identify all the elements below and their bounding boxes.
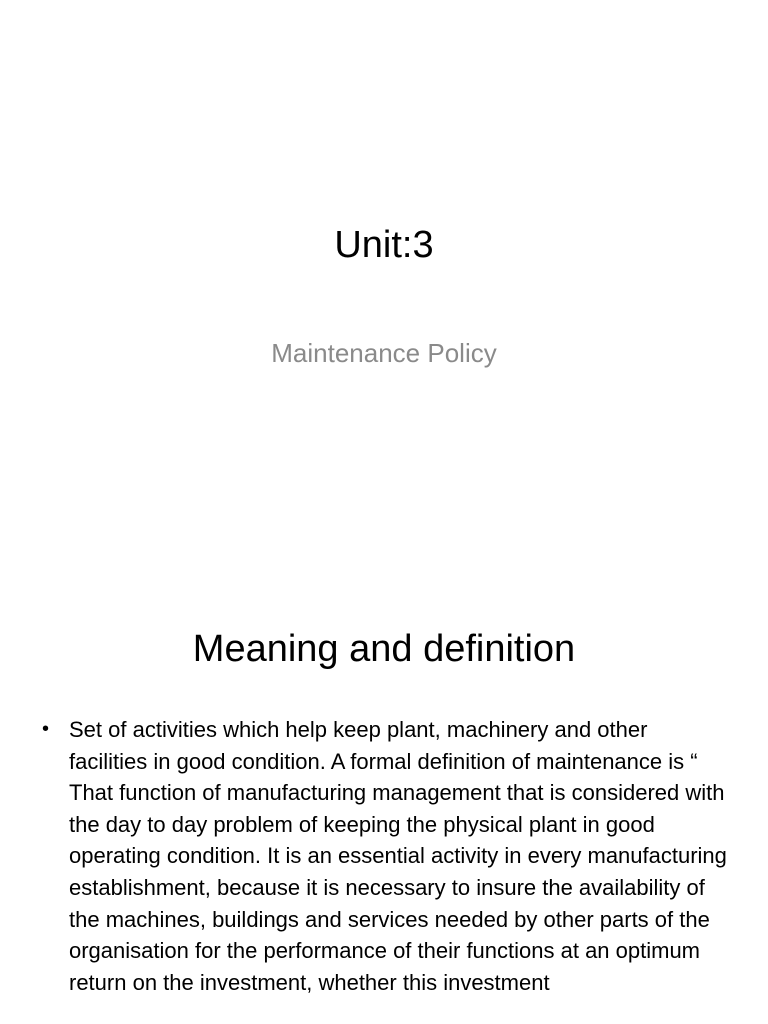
bullet-text: Set of activities which help keep plant, machinery and other facilities in good condition. A formal definition of maintenance is “ That function of manufacturing management that is considered with the day to day problem of keeping the physical plant in good operating condition. It is an essential activity in every manufacturing establishment, because it is necessary to insure the availability of the machines, buildings and services needed by other parts of the organisation for the performance of their functions at an optimum return on the investment, whether this investment xyxy=(69,717,727,995)
slide-title: Unit:3 xyxy=(334,224,434,266)
bullet-item xyxy=(40,714,730,998)
content-slide xyxy=(0,576,768,1024)
slide-subtitle: Maintenance Policy xyxy=(271,338,497,368)
bullet-list xyxy=(40,714,730,998)
bullet-icon: • xyxy=(42,718,50,740)
content-slide-title: Meaning and definition xyxy=(192,628,576,670)
